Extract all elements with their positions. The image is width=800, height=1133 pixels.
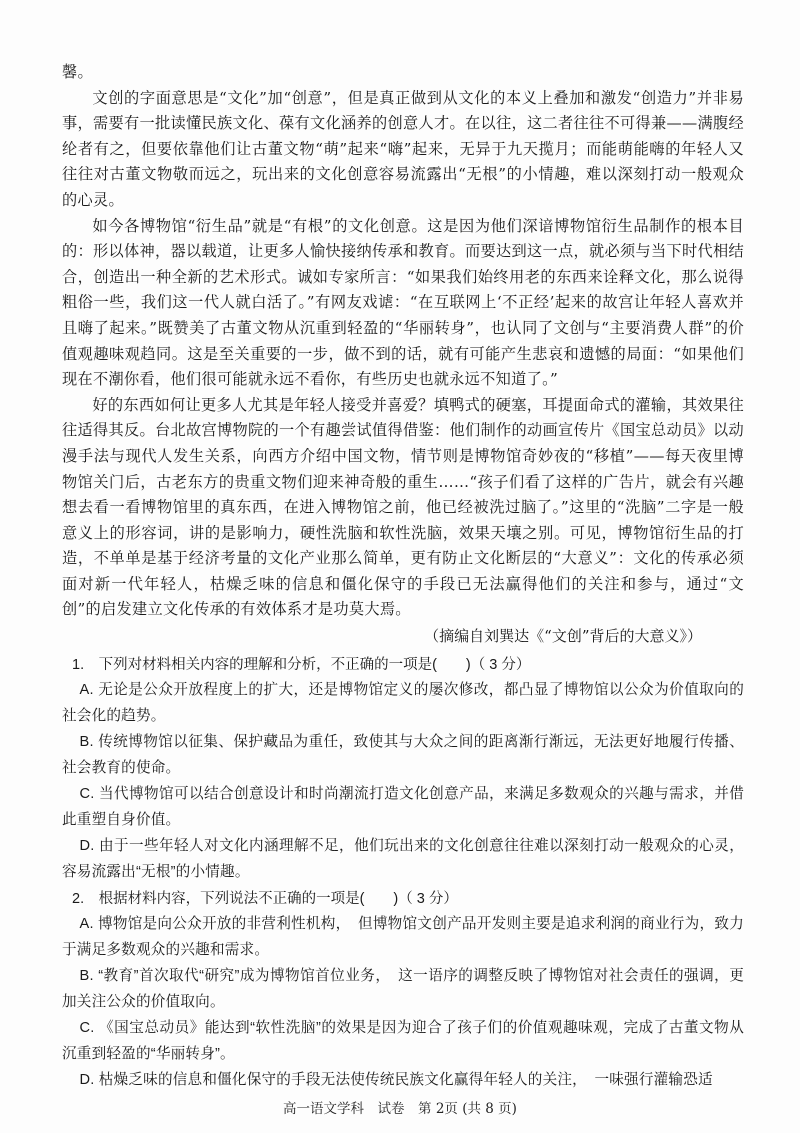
option-d: D. 由于一些年轻人对文化内涵理解不足，他们玩出来的文化创意往往难以深刻打动一般观众的心灵，容易流露出“无根”的小情趣。 — [62, 838, 744, 881]
option-b: B. “教育”首次取代“研究”成为博物馆首位业务， 这一语序的调整反映了博物馆对社会责任的强调，更加关注公众的价值取向。 — [62, 968, 744, 1011]
page-footer: 高一语文学科 试卷 第 2页 (共 8 页) — [283, 1101, 517, 1117]
passage-paragraph-1: 文创的字面意思是“文化”加“创意”，但是真正做到从文化的本义上叠加和激发“创造力”并非易事，需要有一批读懂民族文化、葆有文化涵养的创意人才。在以往，这二者往往不可得兼——满腹经纶者有之，但要依靠他们让古董文物“萌”起来“嗨”起来，无异于九天揽月；而能萌能嗨的年轻人又往往对古董文物敬而远之，玩出来的文化创意容易流露出“无根”的小情趣，难以深刻打动一般观众的心灵。 — [62, 88, 744, 209]
option-a: A. 无论是公众开放程度上的扩大，还是博物馆定义的屡次修改，都凸显了博物馆以公众为价值取向的社会化的趋势。 — [62, 682, 744, 725]
option-c: C. 当代博物馆可以结合创意设计和时尚潮流打造文化创意产品，来满足多数观众的兴趣与需求，并借此重塑自身价值。 — [62, 786, 744, 829]
option-a: A. 博物馆是向公众开放的非营利性机构， 但博物馆文创产品开发则主要是追求利润的商业行为，致力于满足多数观众的兴趣和需求。 — [62, 916, 744, 959]
passage-lead: 馨。 — [62, 63, 93, 81]
option-b: B. 传统博物馆以征集、保护藏品为重任，致使其与大众之间的距离渐行渐远，无法更好地履行传播、社会教育的使命。 — [62, 734, 744, 777]
passage-paragraph-2: 如今各博物馆“衍生品”就是“有根”的文化创意。这是因为他们深谙博物馆衍生品制作的根本目的：形以体神，器以载道，让更多人愉快接纳传承和教育。而要达到这一点，就必须与当下时代相结合，创造出一种全新的艺术形式。诚如专家所言：“如果我们始终用老的东西来诠释文化，那么说得粗俗一些，我们这一代人就白活了。”有网友戏谑：“在互联网上‘不正经’起来的故宫让年轻人喜欢并且嗨了起来。”既赞美了古董文物从沉重到轻盈的“华丽转身”，也认同了文创与“主要消费人群”的价值观趣味观趋同。这是至关重要的一步，做不到的话，就有可能产生悲哀和遗憾的局面：“如果他们现在不潮你看，他们很可能就永远不看你，有些历史也就永远不知道了。” — [62, 216, 744, 389]
question-stem: 1. 下列对材料相关内容的理解和分析，不正确的一项是( )（ 3 分） — [72, 657, 531, 674]
question-1 — [62, 653, 744, 885]
page-content — [62, 60, 744, 1093]
option-c: C. 《国宝总动员》能达到“软性洗脑”的效果是因为迎合了孩子们的价值观趣味观，完成了古董文物从沉重到轻盈的“华丽转身”。 — [62, 1020, 744, 1063]
passage-source: （摘编自刘巽达《“文创”背后的大意义》） — [424, 627, 702, 646]
question-2 — [62, 887, 744, 1093]
option-d: D. 枯燥乏味的信息和僵化保守的手段无法使传统民族文化赢得年轻人的关注， 一味强行灌输恐适 — [79, 1072, 713, 1089]
reading-passage — [62, 60, 744, 623]
question-stem: 2. 根据材料内容，下列说法不正确的一项是( )（ 3 分） — [72, 891, 458, 908]
passage-paragraph-3: 好的东西如何让更多人尤其是年轻人接受并喜爱？填鸭式的硬塞，耳提面命式的灌输，其效果往往适得其反。台北故宫博物院的一个有趣尝试值得借鉴：他们制作的动画宣传片《国宝总动员》以动漫手法与现代人发生关系，向西方介绍中国文物，情节则是博物馆奇妙夜的“移植”——每天夜里博物馆关门后，古老东方的贵重文物们迎来神奇般的重生……“孩子们看了这样的广告片，就会有兴趣想去看一看博物馆里的真东西，在进入博物馆之前，他已经被洗过脑了。”这里的“洗脑”二字是一般意义上的形容词，讲的是影响力，硬性洗脑和软性洗脑，效果天壤之别。可见，博物馆衍生品的打造，不单单是基于经济考量的文化产业那么简单，更有防止文化断层的“大意义”：文化的传承必须面对新一代年轻人，枯燥乏味的信息和僵化保守的手段已无法赢得他们的关注和参与，通过“文创”的启发建立文化传承的有效体系才是功莫大焉。 — [62, 395, 744, 619]
